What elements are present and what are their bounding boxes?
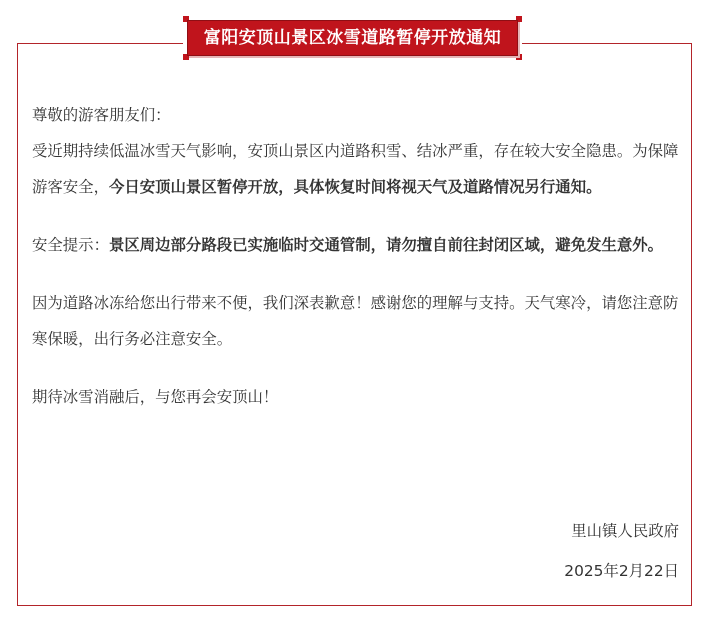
paragraph-closing: 期待冰雪消融后，与您再会安顶山！ — [32, 388, 279, 406]
paragraph-apology: 因为道路冰冻给您出行带来不便，我们深表歉意！感谢您的理解与支持。天气寒冷，请您注意防寒保暖，出行务必注意安全。 — [32, 294, 679, 348]
signature-organization: 里山镇人民政府 — [571, 522, 679, 540]
safety-tip-text: 景区周边部分路段已实施临时交通管制，请勿擅自前往封闭区域，避免发生意外。 — [108, 236, 664, 254]
notice-title: 富阳安顶山景区冰雪道路暂停开放通知 — [187, 20, 518, 56]
title-banner — [183, 16, 522, 60]
greeting: 尊敬的游客朋友们： — [32, 106, 171, 124]
notice-body — [32, 97, 682, 415]
closure-announcement: 今日安顶山景区暂停开放，具体恢复时间将视天气及道路情况另行通知。 — [108, 178, 602, 196]
safety-tip-label: 安全提示： — [32, 236, 109, 254]
paragraph-closure — [32, 133, 682, 205]
paragraph-safety-tip — [32, 227, 682, 263]
signature-date: 2025年2月22日 — [564, 562, 679, 580]
closure-reason: 受近期持续低温冰雪天气影响，安顶山景区内道路积雪、结冰严重，存在较大安全隐患。为保障游客安全， — [32, 142, 679, 196]
